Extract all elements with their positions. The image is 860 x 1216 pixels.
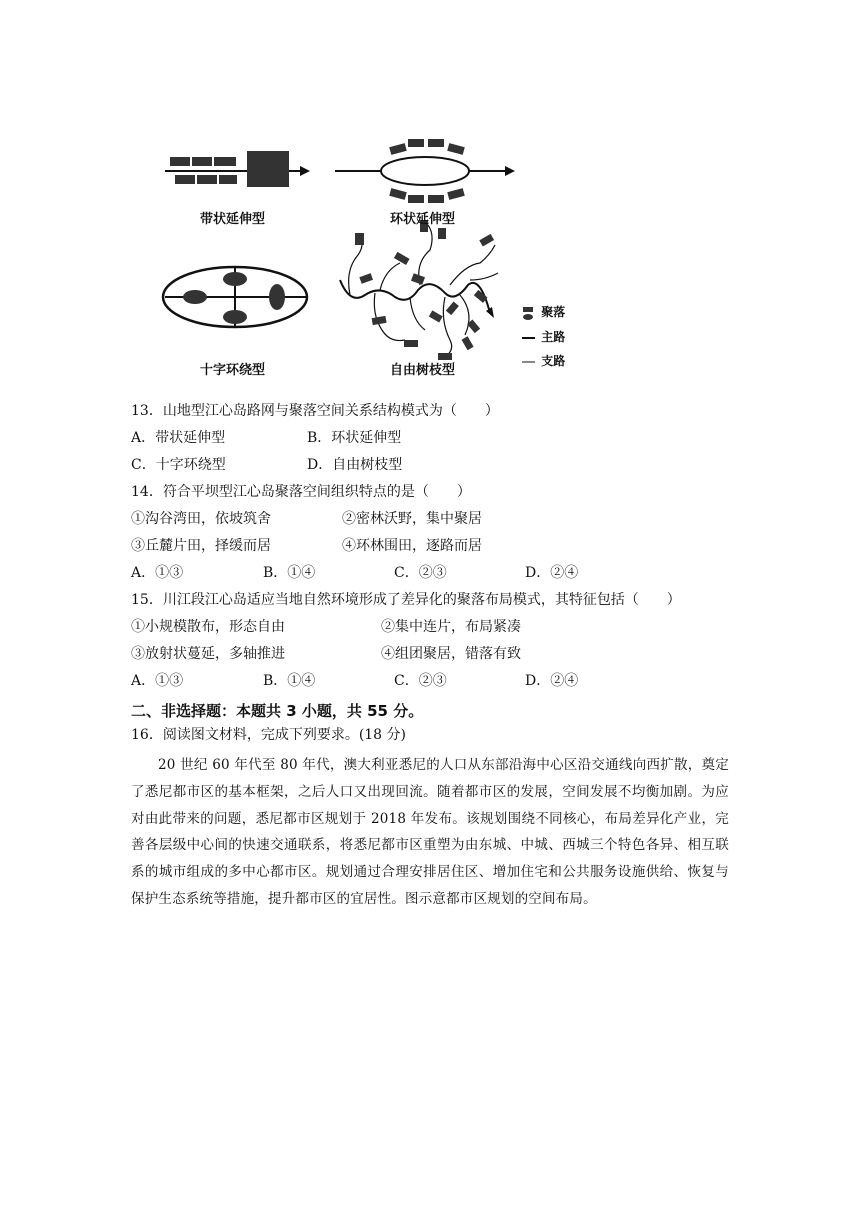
q15-option-c[interactable]: C．②③	[394, 673, 447, 689]
q15-option-d[interactable]: D．②④	[525, 673, 579, 689]
q15-statement-4: ④组团聚居，错落有致	[381, 646, 521, 662]
free-tree-branch-label: 自由树枝型	[390, 363, 456, 378]
main-road-icon	[521, 331, 537, 345]
legend-branch-road: 支路	[521, 352, 565, 370]
band-extension-label: 带状延伸型	[200, 212, 266, 227]
q14-statement-1: ①沟谷湾田，依坡筑舍	[131, 511, 271, 527]
q13-option-c[interactable]: C．十字环绕型	[131, 457, 226, 473]
q16-stem: 16．阅读图文材料，完成下列要求。(18 分)	[131, 727, 407, 743]
q15-option-a[interactable]: A．①③	[131, 673, 184, 689]
q14-statement-4: ④环林围田，逐路而居	[342, 538, 482, 554]
section-heading-nonchoice: 二、非选择题：本题共 3 小题，共 55 分。	[131, 702, 424, 720]
cross-encircling-label: 十字环绕型	[200, 363, 266, 378]
q14-option-b[interactable]: B．①④	[263, 565, 316, 581]
ring-extension-figure	[335, 139, 515, 203]
settlement-icon	[521, 306, 537, 320]
q14-option-a[interactable]: A．①③	[131, 565, 184, 581]
q14-option-c[interactable]: C．②③	[394, 565, 447, 581]
q13-stem: 13．山地型江心岛路网与聚落空间关系结构模式为（ ）	[131, 403, 499, 419]
band-extension-figure	[165, 151, 310, 187]
q14-option-d[interactable]: D．②④	[525, 565, 579, 581]
legend-settlement: 聚落	[521, 303, 565, 321]
q16-material-paragraph: 20 世纪 60 年代至 80 年代，澳大利亚悉尼的人口从东部沿海中心区沿交通线向西扩散，奠定了悉尼都市区的基本框架，之后人口又出现回流。随着都市区的发展，空间发展不均衡加剧。为应对由此带来的问题，悉尼都市区规划于 2018 年发布。该规划围绕不同核心，布局差异化产业，完善各层级中心间的快速交通联系，将悉尼都市区重塑为由东城、中城、西城三个特色各异、相互联系的城市组成的多中心都市区。规划通过合理安排居住区、增加住宅和公共服务设施供给、恢复与保护生态系统等措施，提升都市区的宜居性。图示意都市区规划的空间布局。	[131, 757, 729, 907]
q15-statement-2: ②集中连片，布局紧凑	[381, 619, 521, 635]
q14-statement-2: ②密林沃野，集中聚居	[342, 511, 482, 527]
cross-encircling-figure	[163, 267, 307, 327]
q13-option-d[interactable]: D．自由树枝型	[307, 457, 403, 473]
q14-stem: 14．符合平坝型江心岛聚落空间组织特点的是（ ）	[131, 484, 471, 500]
diagram-legend	[521, 300, 601, 370]
legend-main-road: 主路	[521, 328, 565, 346]
q15-statement-1: ①小规模散布，形态自由	[131, 619, 285, 635]
q13-option-b[interactable]: B．环状延伸型	[307, 430, 402, 446]
q13-option-a[interactable]: A．带状延伸型	[131, 430, 226, 446]
q15-stem: 15．川江段江心岛适应当地自然环境形成了差异化的聚落布局模式，其特征包括（ ）	[131, 592, 681, 608]
q15-option-b[interactable]: B．①④	[263, 673, 316, 689]
q14-statement-3: ③丘麓片田，择缓而居	[131, 538, 271, 554]
q15-statement-3: ③放射状蔓延，多轴推进	[131, 646, 285, 662]
ring-extension-label: 环状延伸型	[390, 212, 456, 227]
branch-road-icon	[521, 355, 537, 369]
